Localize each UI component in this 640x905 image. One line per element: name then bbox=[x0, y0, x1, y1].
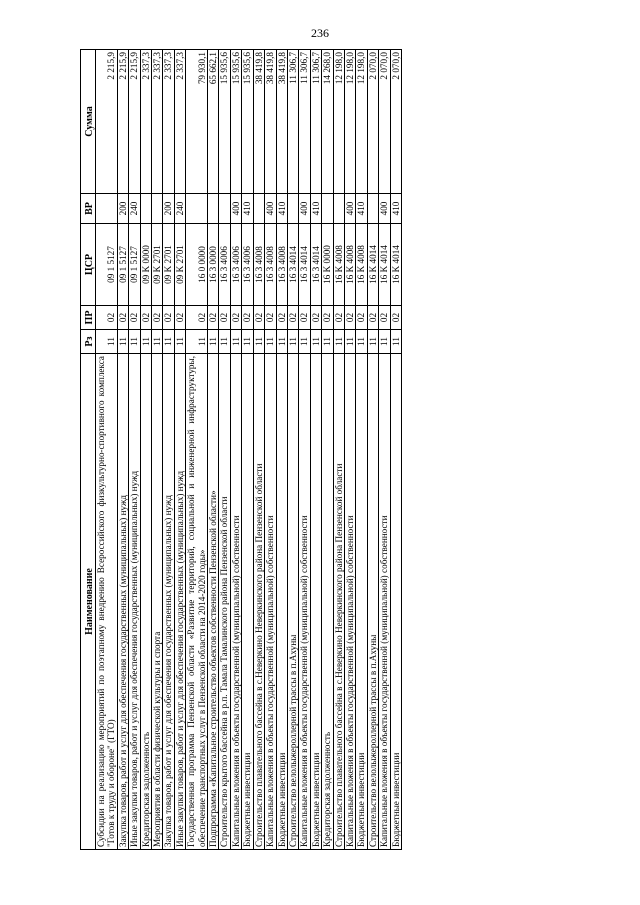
cell-vr bbox=[219, 194, 230, 224]
cell-sum: 65 662,1 bbox=[208, 50, 219, 194]
header-name: Наименование bbox=[81, 354, 96, 850]
cell-vr: 400 bbox=[379, 194, 390, 224]
table-row bbox=[356, 50, 367, 850]
cell-pr: 02 bbox=[356, 306, 367, 330]
cell-rz: 11 bbox=[186, 330, 208, 354]
cell-vr bbox=[333, 194, 344, 224]
table-row bbox=[265, 50, 276, 850]
page-number: 236 bbox=[311, 26, 329, 40]
table-row bbox=[219, 50, 230, 850]
cell-name: Мероприятия в области физической культуры и спорта bbox=[152, 354, 163, 850]
cell-vr: 200 bbox=[117, 194, 128, 224]
table-row bbox=[310, 50, 321, 850]
header-vr: ВР bbox=[81, 194, 96, 224]
cell-rz: 11 bbox=[253, 330, 264, 354]
cell-sum: 2 215,9 bbox=[129, 50, 140, 194]
cell-name: Закупка товаров, работ и услуг для обеспечения государственных (муниципальных) нужд bbox=[163, 354, 174, 850]
cell-rz: 11 bbox=[367, 330, 378, 354]
cell-pr: 02 bbox=[208, 306, 219, 330]
cell-rz: 11 bbox=[333, 330, 344, 354]
cell-sum: 11 306,7 bbox=[287, 50, 298, 194]
cell-vr: 410 bbox=[276, 194, 287, 224]
cell-rz: 11 bbox=[208, 330, 219, 354]
cell-rz: 11 bbox=[390, 330, 401, 354]
table-row bbox=[322, 50, 333, 850]
cell-sum: 15 935,6 bbox=[230, 50, 241, 194]
cell-pr: 02 bbox=[129, 306, 140, 330]
cell-pr: 02 bbox=[152, 306, 163, 330]
cell-rz: 11 bbox=[356, 330, 367, 354]
table-row bbox=[163, 50, 174, 850]
cell-sum: 2 337,3 bbox=[174, 50, 185, 194]
rotated-page bbox=[80, 50, 540, 850]
cell-vr: 410 bbox=[356, 194, 367, 224]
table-row bbox=[299, 50, 310, 850]
cell-vr bbox=[152, 194, 163, 224]
cell-sum: 2 215,9 bbox=[117, 50, 128, 194]
cell-csr: 16 3 4006 bbox=[230, 224, 241, 306]
header-sum: Сумма bbox=[81, 50, 96, 194]
cell-pr: 02 bbox=[367, 306, 378, 330]
cell-vr: 410 bbox=[310, 194, 321, 224]
cell-name: Строительство велолыжероллерной трассы в п.Ахуны bbox=[367, 354, 378, 850]
cell-rz: 11 bbox=[265, 330, 276, 354]
cell-sum: 2 070,0 bbox=[379, 50, 390, 194]
cell-pr: 02 bbox=[379, 306, 390, 330]
table-row bbox=[333, 50, 344, 850]
cell-sum: 2 215,9 bbox=[96, 50, 118, 194]
cell-pr: 02 bbox=[276, 306, 287, 330]
cell-sum: 15 935,6 bbox=[242, 50, 253, 194]
cell-rz: 11 bbox=[276, 330, 287, 354]
cell-csr: 16 K 4008 bbox=[356, 224, 367, 306]
cell-pr: 02 bbox=[96, 306, 118, 330]
cell-rz: 11 bbox=[96, 330, 118, 354]
cell-pr: 02 bbox=[219, 306, 230, 330]
cell-pr: 02 bbox=[163, 306, 174, 330]
cell-sum: 79 930,1 bbox=[186, 50, 208, 194]
cell-vr: 200 bbox=[163, 194, 174, 224]
cell-name: Бюджетные инвестиции bbox=[310, 354, 321, 850]
cell-pr: 02 bbox=[344, 306, 355, 330]
table-row bbox=[253, 50, 264, 850]
cell-pr: 02 bbox=[253, 306, 264, 330]
cell-csr: 09 1 5127 bbox=[96, 224, 118, 306]
cell-csr: 16 K 4014 bbox=[367, 224, 378, 306]
cell-csr: 16 3 4008 bbox=[276, 224, 287, 306]
table-row bbox=[208, 50, 219, 850]
table-row bbox=[186, 50, 208, 850]
cell-csr: 16 3 4014 bbox=[310, 224, 321, 306]
cell-vr: 400 bbox=[230, 194, 241, 224]
cell-pr: 02 bbox=[287, 306, 298, 330]
cell-pr: 02 bbox=[140, 306, 151, 330]
table-row bbox=[276, 50, 287, 850]
table-container bbox=[80, 50, 540, 850]
cell-pr: 02 bbox=[174, 306, 185, 330]
cell-csr: 16 K 4008 bbox=[333, 224, 344, 306]
cell-name: Капитальные вложения в объекты государственной (муниципальной) собственности bbox=[379, 354, 390, 850]
cell-sum: 2 070,0 bbox=[367, 50, 378, 194]
table-row bbox=[140, 50, 151, 850]
cell-vr bbox=[140, 194, 151, 224]
cell-rz: 11 bbox=[299, 330, 310, 354]
cell-sum: 11 306,7 bbox=[299, 50, 310, 194]
cell-sum: 14 268,0 bbox=[322, 50, 333, 194]
cell-vr bbox=[208, 194, 219, 224]
cell-csr: 09 1 5127 bbox=[117, 224, 128, 306]
cell-pr: 02 bbox=[390, 306, 401, 330]
cell-sum: 12 198,0 bbox=[333, 50, 344, 194]
cell-pr: 02 bbox=[230, 306, 241, 330]
cell-csr: 16 K 4014 bbox=[390, 224, 401, 306]
cell-csr: 16 3 4014 bbox=[299, 224, 310, 306]
cell-name: Кредиторская задолженность bbox=[322, 354, 333, 850]
cell-vr bbox=[367, 194, 378, 224]
cell-rz: 11 bbox=[129, 330, 140, 354]
budget-table bbox=[80, 49, 402, 850]
cell-sum: 12 198,0 bbox=[356, 50, 367, 194]
cell-name: Бюджетные инвестиции bbox=[276, 354, 287, 850]
cell-vr bbox=[322, 194, 333, 224]
cell-name: Строительство плавательного бассейна в с.Неверкино Неверкинского района Пензенской области bbox=[253, 354, 264, 850]
cell-pr: 02 bbox=[299, 306, 310, 330]
cell-vr: 240 bbox=[129, 194, 140, 224]
cell-name: Капитальные вложения в объекты государственной (муниципальной) собственности bbox=[344, 354, 355, 850]
cell-name: Подпрограмма «Капитальное строительство объектов собственности Пензенской области» bbox=[208, 354, 219, 850]
table-row bbox=[287, 50, 298, 850]
cell-pr: 02 bbox=[265, 306, 276, 330]
cell-name: Капитальные вложения в объекты государственной (муниципальной) собственности bbox=[230, 354, 241, 850]
table-row bbox=[174, 50, 185, 850]
cell-csr: 16 K 4014 bbox=[379, 224, 390, 306]
header-pr: ПР bbox=[81, 306, 96, 330]
cell-vr bbox=[96, 194, 118, 224]
cell-csr: 09 K 2701 bbox=[152, 224, 163, 306]
cell-csr: 16 3 0000 bbox=[208, 224, 219, 306]
table-row bbox=[129, 50, 140, 850]
cell-name: Капитальные вложения в объекты государственной (муниципальной) собственности bbox=[299, 354, 310, 850]
cell-csr: 09 K 2701 bbox=[174, 224, 185, 306]
cell-sum: 38 419,8 bbox=[276, 50, 287, 194]
header-row bbox=[81, 50, 96, 850]
cell-rz: 11 bbox=[344, 330, 355, 354]
cell-name: Субсидии на реализацию мероприятий по поэтапному внедрению Всероссийского физкультурно-спортивного комплекса "Готов к труду и обороне" (ГТО) bbox=[96, 354, 118, 850]
cell-rz: 11 bbox=[174, 330, 185, 354]
cell-vr: 410 bbox=[242, 194, 253, 224]
cell-vr bbox=[186, 194, 208, 224]
cell-pr: 02 bbox=[186, 306, 208, 330]
cell-pr: 02 bbox=[310, 306, 321, 330]
cell-csr: 09 K 2701 bbox=[163, 224, 174, 306]
cell-sum: 11 306,7 bbox=[310, 50, 321, 194]
cell-name: Иные закупки товаров, работ и услуг для обеспечения государственных (муниципальных) нужд bbox=[174, 354, 185, 850]
cell-sum: 12 198,0 bbox=[344, 50, 355, 194]
cell-rz: 11 bbox=[310, 330, 321, 354]
cell-sum: 38 419,8 bbox=[265, 50, 276, 194]
cell-name: Бюджетные инвестиции bbox=[242, 354, 253, 850]
cell-sum: 2 337,3 bbox=[163, 50, 174, 194]
cell-sum: 15 935,6 bbox=[219, 50, 230, 194]
cell-vr bbox=[287, 194, 298, 224]
cell-csr: 16 3 4008 bbox=[265, 224, 276, 306]
cell-name: Капитальные вложения в объекты государственной (муниципальной) собственности bbox=[265, 354, 276, 850]
cell-csr: 16 K 4008 bbox=[344, 224, 355, 306]
cell-name: Строительство велолыжероллерной трассы в п.Ахуны bbox=[287, 354, 298, 850]
cell-rz: 11 bbox=[322, 330, 333, 354]
cell-name: Бюджетные инвестиции bbox=[356, 354, 367, 850]
header-csr: ЦСР bbox=[81, 224, 96, 306]
table-row bbox=[117, 50, 128, 850]
cell-name: Государственная программа Пензенской области «Развитие территорий, социальной и инженерной инфраструктуры, обеспечение транспортных услуг в Пензенской области на 2014-2020 годы» bbox=[186, 354, 208, 850]
header-rz: Рз bbox=[81, 330, 96, 354]
cell-name: Строительство крытого бассейна в р.п. Тамала Тамалинского района Пензенской области bbox=[219, 354, 230, 850]
cell-rz: 11 bbox=[219, 330, 230, 354]
cell-name: Бюджетные инвестиции bbox=[390, 354, 401, 850]
cell-sum: 2 337,3 bbox=[140, 50, 151, 194]
cell-pr: 02 bbox=[333, 306, 344, 330]
cell-rz: 11 bbox=[242, 330, 253, 354]
cell-rz: 11 bbox=[152, 330, 163, 354]
cell-name: Кредиторская задолженность bbox=[140, 354, 151, 850]
cell-csr: 16 0 0000 bbox=[186, 224, 208, 306]
table-row bbox=[230, 50, 241, 850]
cell-vr: 400 bbox=[344, 194, 355, 224]
cell-pr: 02 bbox=[117, 306, 128, 330]
cell-name: Иные закупки товаров, работ и услуг для обеспечения государственных (муниципальных) нужд bbox=[129, 354, 140, 850]
table-row bbox=[152, 50, 163, 850]
cell-csr: 09 K 0000 bbox=[140, 224, 151, 306]
cell-sum: 2 070,0 bbox=[390, 50, 401, 194]
table-body bbox=[96, 50, 402, 850]
cell-pr: 02 bbox=[242, 306, 253, 330]
cell-vr: 400 bbox=[299, 194, 310, 224]
table-row bbox=[96, 50, 118, 850]
cell-csr: 16 3 4006 bbox=[242, 224, 253, 306]
cell-csr: 09 1 5127 bbox=[129, 224, 140, 306]
cell-csr: 16 3 4006 bbox=[219, 224, 230, 306]
cell-rz: 11 bbox=[140, 330, 151, 354]
cell-vr: 240 bbox=[174, 194, 185, 224]
cell-pr: 02 bbox=[322, 306, 333, 330]
cell-csr: 16 K 0000 bbox=[322, 224, 333, 306]
cell-csr: 16 3 4014 bbox=[287, 224, 298, 306]
cell-rz: 11 bbox=[379, 330, 390, 354]
cell-rz: 11 bbox=[287, 330, 298, 354]
cell-csr: 16 3 4008 bbox=[253, 224, 264, 306]
cell-rz: 11 bbox=[163, 330, 174, 354]
cell-name: Закупка товаров, работ и услуг для обеспечения государственных (муниципальных) нужд bbox=[117, 354, 128, 850]
table-row bbox=[367, 50, 378, 850]
cell-vr: 400 bbox=[265, 194, 276, 224]
table-row bbox=[390, 50, 401, 850]
cell-sum: 2 337,3 bbox=[152, 50, 163, 194]
table-row bbox=[344, 50, 355, 850]
cell-rz: 11 bbox=[230, 330, 241, 354]
table-row bbox=[379, 50, 390, 850]
cell-sum: 38 419,8 bbox=[253, 50, 264, 194]
cell-vr: 410 bbox=[390, 194, 401, 224]
cell-name: Строительство плавательного бассейна в с.Неверкино Неверкинского района Пензенской области bbox=[333, 354, 344, 850]
table-row bbox=[242, 50, 253, 850]
cell-vr bbox=[253, 194, 264, 224]
cell-rz: 11 bbox=[117, 330, 128, 354]
